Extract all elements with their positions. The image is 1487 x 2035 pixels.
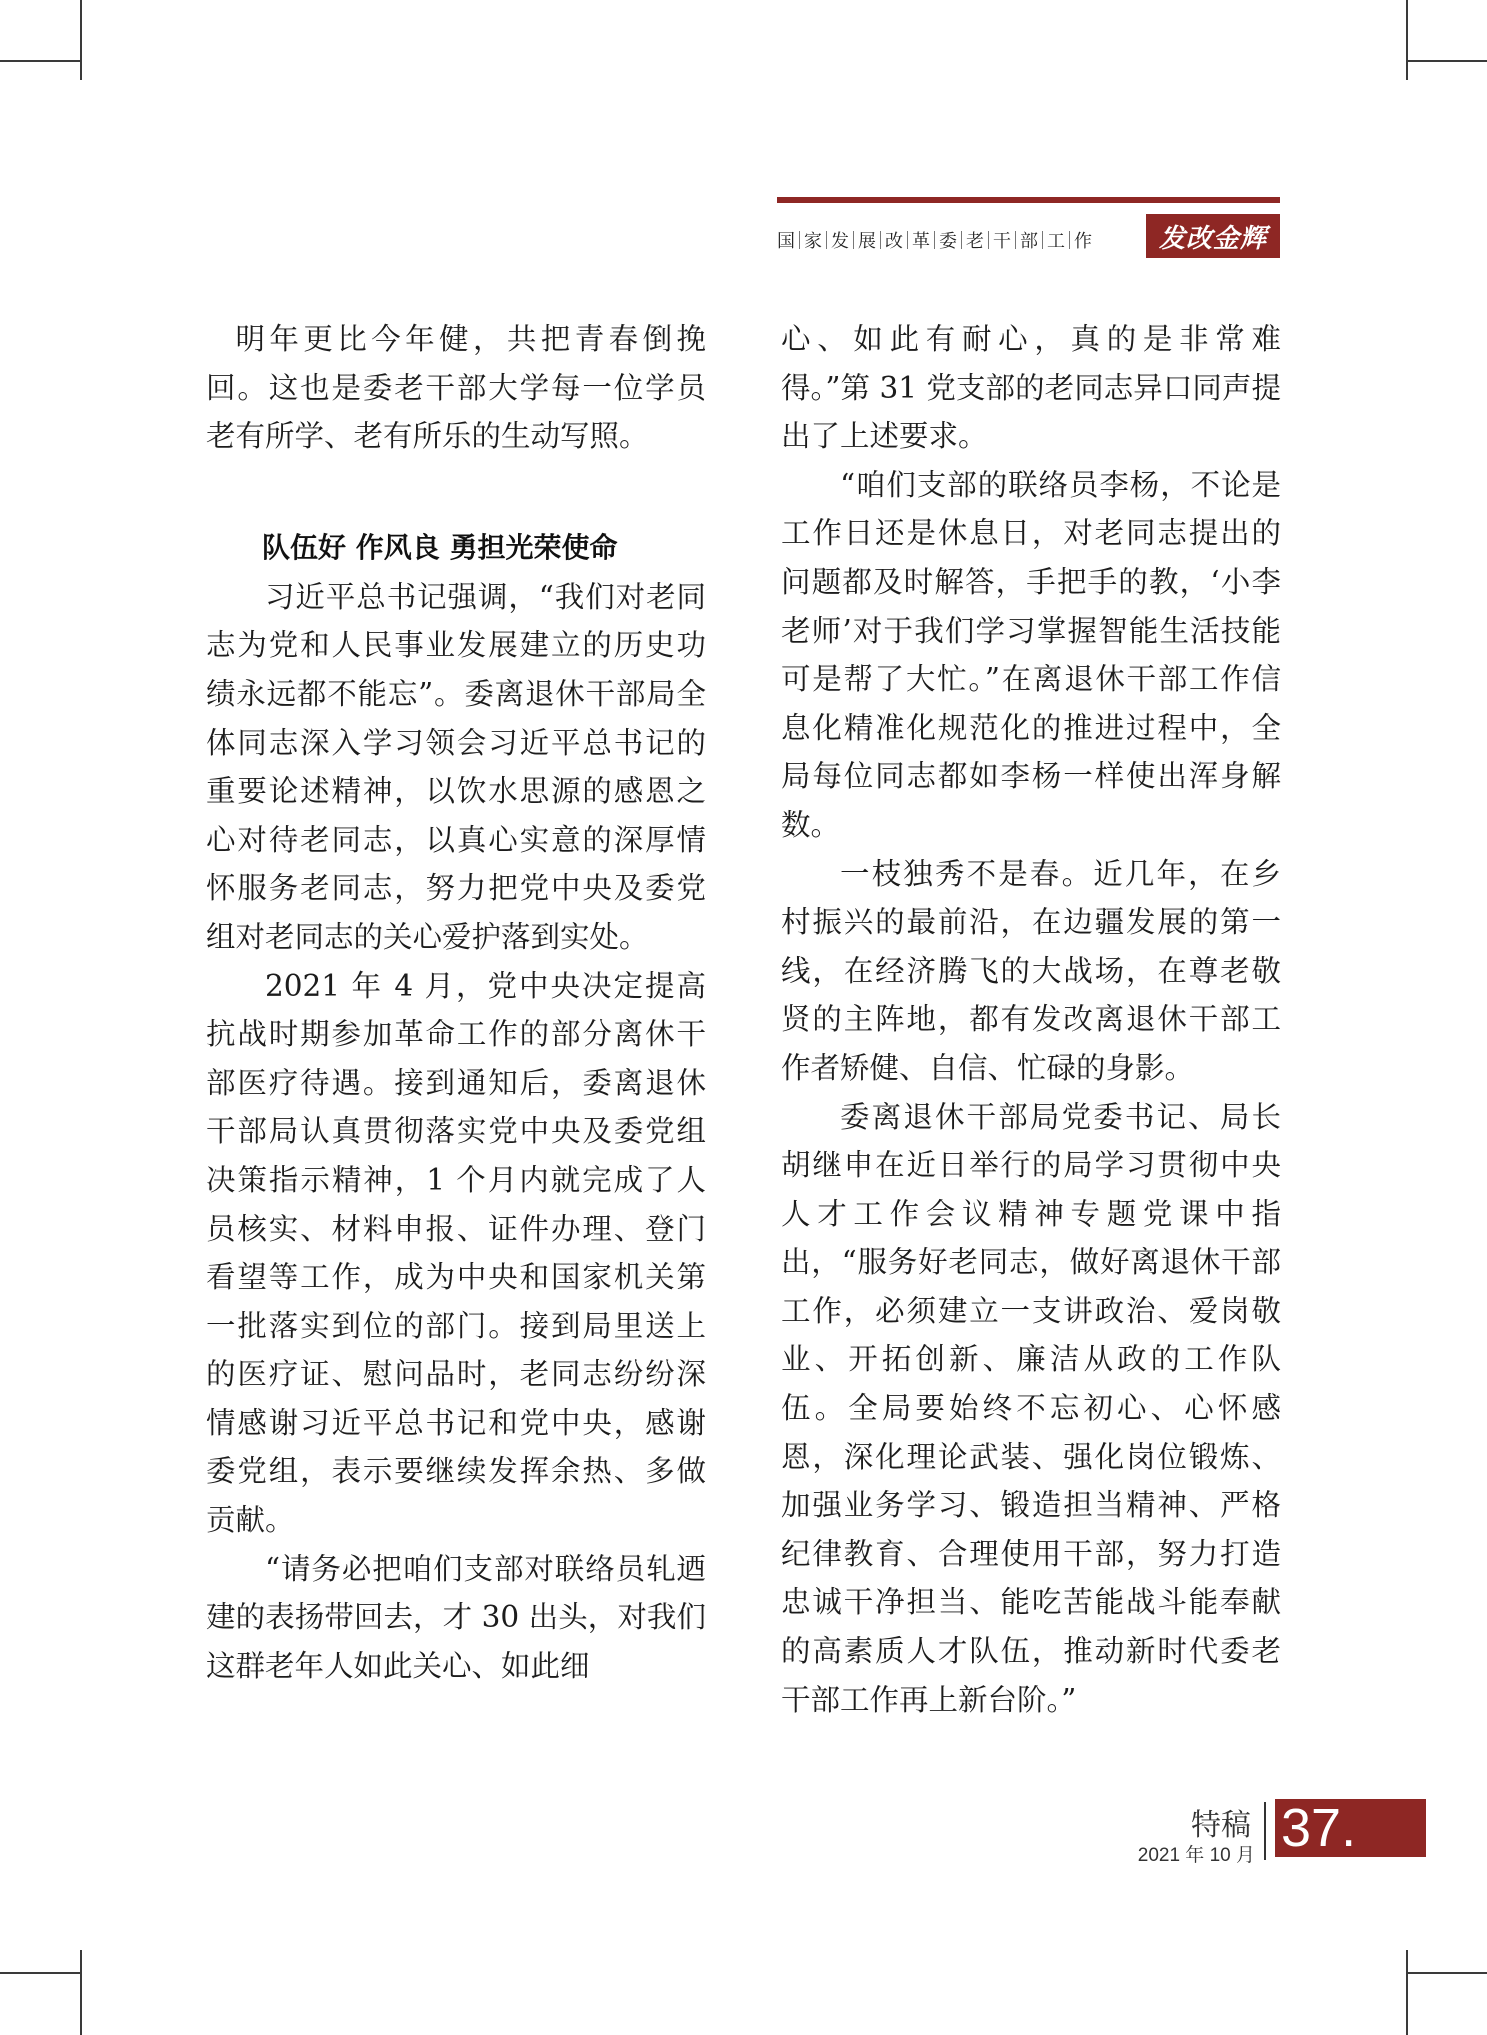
nav-separator: [988, 231, 989, 249]
nav-separator: [1069, 231, 1070, 249]
header-nav-char: 工: [1047, 231, 1065, 252]
section-heading: 队伍好 作风良 勇担光荣使命: [262, 530, 618, 564]
header-nav-char: 部: [1020, 231, 1038, 252]
header-nav-char: 作: [1074, 231, 1092, 252]
paragraph: “请务必把咱们支部对联络员轧迺建的表扬带回去，才 30 出头，对我们这群老年人如此关心、如此细: [206, 1551, 706, 1683]
crop-mark: [80, 1950, 82, 2035]
nav-separator: [799, 231, 800, 249]
paragraph: 委离退休干部局党委书记、局长胡继申在近日举行的局学习贯彻中央人才工作会议精神专题党课中指出，“服务好老同志，做好离退休干部工作，必须建立一支讲政治、爱岗敬业、开拓创新、廉洁从政的工作队伍。全局要始终不忘初心、心怀感恩，深化理论武装、强化岗位锻炼、加强业务学习、锻造担当精神、严格纪律教育、合理使用干部，努力打造忠诚干净担当、能吃苦能战斗能奉献的高素质人才队伍，推动新时代委老干部工作再上新台阶。”: [781, 1099, 1281, 1717]
crop-mark: [80, 0, 82, 80]
header-nav-char: 干: [993, 231, 1011, 252]
crop-mark: [1406, 1950, 1408, 2035]
header-nav-char: 老: [966, 231, 984, 252]
left-column: [206, 315, 706, 1690]
nav-separator: [1015, 231, 1016, 249]
crop-mark: [0, 1972, 80, 1974]
footer-divider: [1264, 1802, 1266, 1860]
nav-separator: [907, 231, 908, 249]
crop-mark: [1406, 0, 1408, 80]
paragraph: 习近平总书记强调，“我们对老同志为党和人民事业发展建立的历史功绩永远都不能忘”。委离退休干部局全体同志深入学习领会习近平总书记的重要论述精神，以饮水思源的感恩之心对待老同志，以真心实意的深厚情怀服务老同志，努力把党中央及委党组对老同志的关心爱护落到实处。: [206, 579, 706, 954]
page-number: 37.: [1275, 1799, 1426, 1857]
header-nav-char: 委: [939, 231, 957, 252]
header-nav-char: 革: [912, 231, 930, 252]
header-nav-char: 国: [777, 231, 795, 252]
paragraph: 2021 年 4 月，党中央决定提高抗战时期参加革命工作的部分离休干部医疗待遇。接到通知后，委离退休干部局认真贯彻落实党中央及委党组决策指示精神，1 个月内就完成了人员核实、材料申报、证件办理、登门看望等工作，成为中央和国家机关第一批落实到位的部门。接到局里送上的医疗证、慰问品时，老同志纷纷深情感谢习近平总书记和党中央，感谢委党组，表示要继续发挥余热、多做贡献。: [206, 968, 706, 1538]
right-column: [781, 315, 1281, 1724]
header-nav: [777, 227, 1092, 253]
header-rule: [777, 197, 1280, 203]
crop-mark: [0, 60, 80, 62]
crop-mark: [1406, 60, 1487, 62]
paragraph: 一枝独秀不是春。近几年，在乡村振兴的最前沿，在边疆发展的第一线，在经济腾飞的大战场，在尊老敬贤的主阵地，都有发改离退休干部工作者矫健、自信、忙碌的身影。: [781, 856, 1281, 1085]
issue-date: 2021 年 10 月: [1137, 1845, 1255, 1866]
nav-separator: [826, 231, 827, 249]
header-nav-char: 家: [804, 231, 822, 252]
header-nav-char: 发: [831, 231, 849, 252]
brand-logo: 发改金辉: [1146, 214, 1280, 258]
nav-separator: [1042, 231, 1043, 249]
paragraph: “咱们支部的联络员李杨，不论是工作日还是休息日，对老同志提出的问题都及时解答，手把手的教，‘小李老师’对于我们学习掌握智能生活技能可是帮了大忙。”在离退休干部工作信息化精准化规范化的推进过程中，全局每位同志都如李杨一样使出浑身解数。: [781, 467, 1281, 842]
section-label: 特稿: [1191, 1808, 1251, 1843]
paragraph: 心、如此有耐心，真的是非常难得。”第 31 党支部的老同志异口同声提出了上述要求。: [781, 322, 1281, 454]
header-nav-char: 展: [858, 231, 876, 252]
nav-separator: [934, 231, 935, 249]
paragraph: 明年更比今年健，共把青春倒挽回。这也是委老干部大学每一位学员老有所学、老有所乐的生动写照。: [206, 322, 706, 454]
nav-separator: [853, 231, 854, 249]
header-nav-char: 改: [885, 231, 903, 252]
nav-separator: [961, 231, 962, 249]
crop-mark: [1406, 1972, 1487, 1974]
nav-separator: [880, 231, 881, 249]
